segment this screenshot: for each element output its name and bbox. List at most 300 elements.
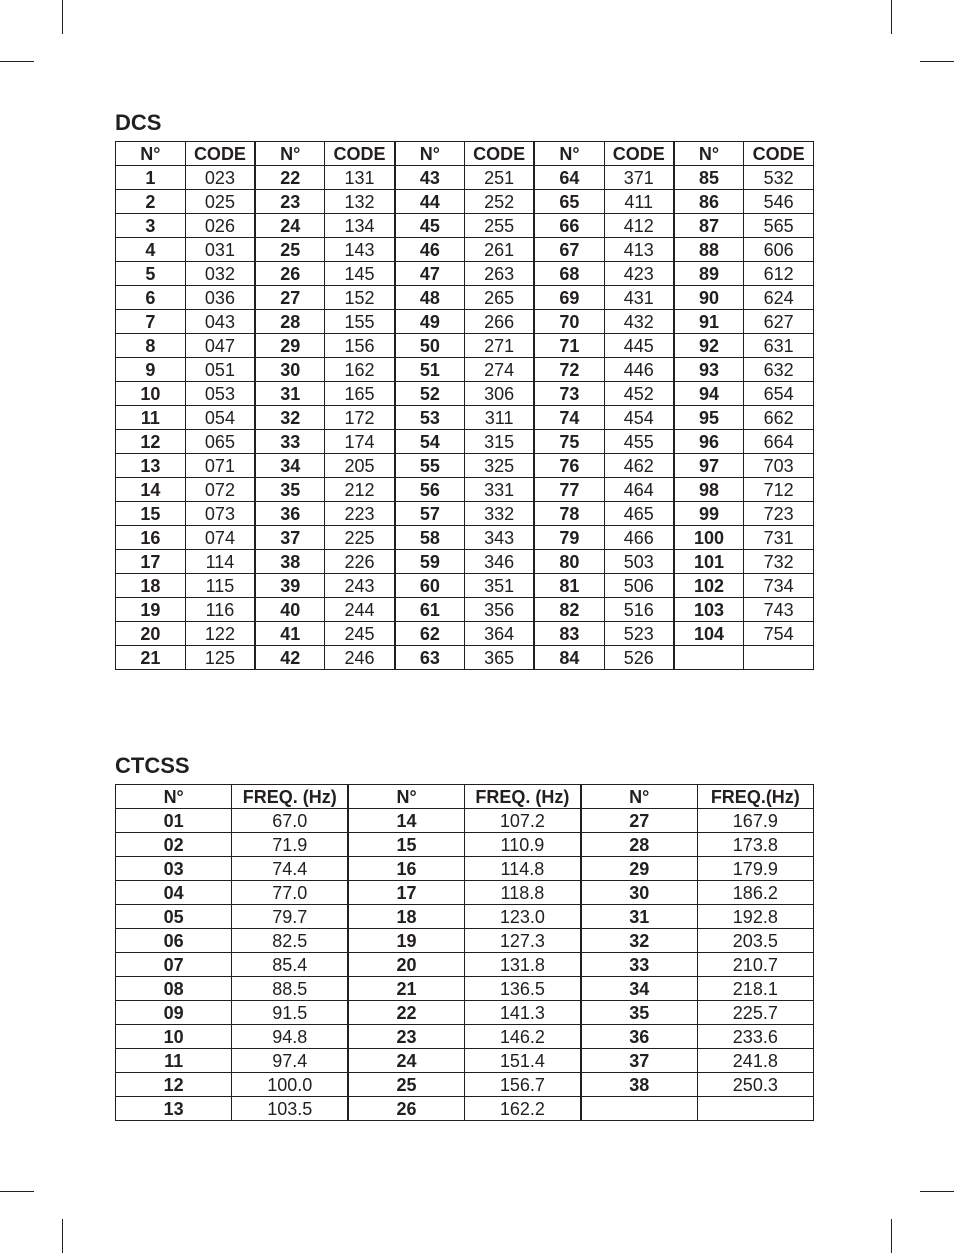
dcs-cell-number: 87 bbox=[674, 214, 744, 238]
dcs-cell-number: 12 bbox=[116, 430, 186, 454]
ctcss-cell-value: 97.4 bbox=[232, 1049, 348, 1073]
dcs-cell-number: 29 bbox=[255, 334, 325, 358]
dcs-cell-value: 071 bbox=[185, 454, 255, 478]
table-row bbox=[116, 430, 814, 454]
dcs-cell-value: 413 bbox=[604, 238, 674, 262]
table-row bbox=[116, 478, 814, 502]
table-row bbox=[116, 646, 814, 670]
dcs-cell-value bbox=[744, 646, 814, 670]
dcs-cell-value: 225 bbox=[325, 526, 395, 550]
dcs-cell-value: 025 bbox=[185, 190, 255, 214]
dcs-cell-value: 624 bbox=[744, 286, 814, 310]
ctcss-header-row bbox=[116, 785, 814, 809]
dcs-cell-value: 315 bbox=[464, 430, 534, 454]
ctcss-header-value: FREQ. (Hz) bbox=[232, 785, 348, 809]
ctcss-cell-number: 16 bbox=[348, 857, 464, 881]
dcs-header-value: CODE bbox=[604, 142, 674, 166]
dcs-cell-value: 506 bbox=[604, 574, 674, 598]
dcs-cell-number: 77 bbox=[534, 478, 604, 502]
dcs-cell-number: 59 bbox=[395, 550, 465, 574]
ctcss-cell-value: 233.6 bbox=[697, 1025, 813, 1049]
dcs-cell-value: 036 bbox=[185, 286, 255, 310]
dcs-cell-number: 75 bbox=[534, 430, 604, 454]
dcs-cell-number: 15 bbox=[116, 502, 186, 526]
dcs-cell-number: 60 bbox=[395, 574, 465, 598]
dcs-cell-number: 89 bbox=[674, 262, 744, 286]
dcs-cell-number: 84 bbox=[534, 646, 604, 670]
dcs-header-number: N° bbox=[255, 142, 325, 166]
dcs-cell-value: 365 bbox=[464, 646, 534, 670]
dcs-cell-number: 26 bbox=[255, 262, 325, 286]
ctcss-cell-number: 32 bbox=[581, 929, 697, 953]
dcs-header-row bbox=[116, 142, 814, 166]
dcs-cell-number: 38 bbox=[255, 550, 325, 574]
ctcss-cell-number: 21 bbox=[348, 977, 464, 1001]
ctcss-cell-value: 74.4 bbox=[232, 857, 348, 881]
dcs-cell-value: 152 bbox=[325, 286, 395, 310]
ctcss-cell-value: 71.9 bbox=[232, 833, 348, 857]
ctcss-cell-number bbox=[581, 1097, 697, 1121]
table-row bbox=[116, 358, 814, 382]
dcs-cell-number: 88 bbox=[674, 238, 744, 262]
dcs-cell-number: 65 bbox=[534, 190, 604, 214]
ctcss-cell-number: 37 bbox=[581, 1049, 697, 1073]
table-row bbox=[116, 190, 814, 214]
dcs-cell-number: 39 bbox=[255, 574, 325, 598]
ctcss-section-title: CTCSS bbox=[115, 753, 190, 778]
dcs-cell-number: 74 bbox=[534, 406, 604, 430]
crop-mark-top-right-h bbox=[920, 61, 954, 62]
table-row bbox=[116, 406, 814, 430]
dcs-cell-number: 44 bbox=[395, 190, 465, 214]
ctcss-cell-value: 210.7 bbox=[697, 953, 813, 977]
dcs-cell-number: 14 bbox=[116, 478, 186, 502]
ctcss-cell-number: 34 bbox=[581, 977, 697, 1001]
table-row bbox=[116, 1025, 814, 1049]
dcs-cell-value: 432 bbox=[604, 310, 674, 334]
ctcss-cell-value: 107.2 bbox=[464, 809, 580, 833]
dcs-cell-value: 162 bbox=[325, 358, 395, 382]
ctcss-cell-number: 19 bbox=[348, 929, 464, 953]
ctcss-cell-value: 82.5 bbox=[232, 929, 348, 953]
dcs-cell-value: 026 bbox=[185, 214, 255, 238]
ctcss-cell-value: 218.1 bbox=[697, 977, 813, 1001]
table-row bbox=[116, 1049, 814, 1073]
ctcss-cell-value: 151.4 bbox=[464, 1049, 580, 1073]
dcs-cell-value: 252 bbox=[464, 190, 534, 214]
dcs-cell-number: 78 bbox=[534, 502, 604, 526]
dcs-cell-number: 93 bbox=[674, 358, 744, 382]
dcs-cell-value: 032 bbox=[185, 262, 255, 286]
dcs-cell-value: 532 bbox=[744, 166, 814, 190]
ctcss-cell-number: 17 bbox=[348, 881, 464, 905]
ctcss-header-value: FREQ. (Hz) bbox=[464, 785, 580, 809]
dcs-cell-value: 465 bbox=[604, 502, 674, 526]
dcs-cell-number: 68 bbox=[534, 262, 604, 286]
dcs-cell-number: 24 bbox=[255, 214, 325, 238]
ctcss-cell-value: 141.3 bbox=[464, 1001, 580, 1025]
ctcss-cell-number: 38 bbox=[581, 1073, 697, 1097]
dcs-cell-value: 351 bbox=[464, 574, 534, 598]
ctcss-header-value: FREQ.(Hz) bbox=[697, 785, 813, 809]
ctcss-cell-value: 131.8 bbox=[464, 953, 580, 977]
dcs-cell-value: 047 bbox=[185, 334, 255, 358]
dcs-cell-value: 423 bbox=[604, 262, 674, 286]
dcs-cell-number: 4 bbox=[116, 238, 186, 262]
dcs-table-body bbox=[116, 166, 814, 670]
ctcss-cell-number: 33 bbox=[581, 953, 697, 977]
dcs-cell-value: 325 bbox=[464, 454, 534, 478]
table-row bbox=[116, 953, 814, 977]
dcs-cell-value: 411 bbox=[604, 190, 674, 214]
dcs-cell-value: 703 bbox=[744, 454, 814, 478]
dcs-cell-value: 072 bbox=[185, 478, 255, 502]
crop-mark-bottom-right bbox=[891, 1219, 892, 1253]
table-row bbox=[116, 881, 814, 905]
ctcss-cell-number: 24 bbox=[348, 1049, 464, 1073]
table-row bbox=[116, 977, 814, 1001]
table-row bbox=[116, 1073, 814, 1097]
ctcss-cell-value: 192.8 bbox=[697, 905, 813, 929]
dcs-cell-value: 054 bbox=[185, 406, 255, 430]
dcs-cell-number: 82 bbox=[534, 598, 604, 622]
dcs-cell-value: 446 bbox=[604, 358, 674, 382]
ctcss-cell-value: 100.0 bbox=[232, 1073, 348, 1097]
dcs-cell-number: 98 bbox=[674, 478, 744, 502]
ctcss-cell-value: 186.2 bbox=[697, 881, 813, 905]
dcs-cell-number: 36 bbox=[255, 502, 325, 526]
dcs-cell-number: 49 bbox=[395, 310, 465, 334]
dcs-header-value: CODE bbox=[325, 142, 395, 166]
crop-mark-top-left bbox=[62, 0, 63, 34]
ctcss-cell-value: 203.5 bbox=[697, 929, 813, 953]
dcs-cell-value: 116 bbox=[185, 598, 255, 622]
ctcss-cell-value: 146.2 bbox=[464, 1025, 580, 1049]
table-row bbox=[116, 574, 814, 598]
dcs-cell-number: 102 bbox=[674, 574, 744, 598]
dcs-cell-value: 412 bbox=[604, 214, 674, 238]
dcs-cell-value: 431 bbox=[604, 286, 674, 310]
dcs-cell-number: 52 bbox=[395, 382, 465, 406]
ctcss-cell-number: 15 bbox=[348, 833, 464, 857]
dcs-cell-number: 23 bbox=[255, 190, 325, 214]
dcs-cell-value: 226 bbox=[325, 550, 395, 574]
dcs-cell-value: 223 bbox=[325, 502, 395, 526]
crop-mark-top-right bbox=[891, 0, 892, 34]
dcs-cell-number: 86 bbox=[674, 190, 744, 214]
dcs-cell-number: 16 bbox=[116, 526, 186, 550]
dcs-cell-number: 96 bbox=[674, 430, 744, 454]
dcs-cell-value: 311 bbox=[464, 406, 534, 430]
dcs-cell-number: 6 bbox=[116, 286, 186, 310]
dcs-cell-number: 54 bbox=[395, 430, 465, 454]
ctcss-cell-number: 27 bbox=[581, 809, 697, 833]
dcs-cell-number: 51 bbox=[395, 358, 465, 382]
dcs-cell-number: 22 bbox=[255, 166, 325, 190]
dcs-cell-number: 83 bbox=[534, 622, 604, 646]
dcs-cell-value: 174 bbox=[325, 430, 395, 454]
dcs-cell-value: 031 bbox=[185, 238, 255, 262]
dcs-cell-value: 455 bbox=[604, 430, 674, 454]
dcs-cell-value: 306 bbox=[464, 382, 534, 406]
dcs-cell-value: 734 bbox=[744, 574, 814, 598]
ctcss-header-number: N° bbox=[581, 785, 697, 809]
dcs-cell-number: 71 bbox=[534, 334, 604, 358]
ctcss-cell-number: 30 bbox=[581, 881, 697, 905]
dcs-cell-number: 72 bbox=[534, 358, 604, 382]
dcs-cell-number: 80 bbox=[534, 550, 604, 574]
dcs-cell-value: 445 bbox=[604, 334, 674, 358]
dcs-header-number: N° bbox=[674, 142, 744, 166]
ctcss-cell-number: 06 bbox=[116, 929, 232, 953]
dcs-cell-value: 114 bbox=[185, 550, 255, 574]
dcs-cell-value: 632 bbox=[744, 358, 814, 382]
dcs-cell-value: 503 bbox=[604, 550, 674, 574]
dcs-cell-value: 346 bbox=[464, 550, 534, 574]
ctcss-cell-number: 23 bbox=[348, 1025, 464, 1049]
dcs-cell-value: 172 bbox=[325, 406, 395, 430]
dcs-cell-number: 8 bbox=[116, 334, 186, 358]
dcs-cell-value: 526 bbox=[604, 646, 674, 670]
ctcss-cell-value: 79.7 bbox=[232, 905, 348, 929]
dcs-cell-value: 356 bbox=[464, 598, 534, 622]
dcs-cell-value: 546 bbox=[744, 190, 814, 214]
dcs-cell-value: 466 bbox=[604, 526, 674, 550]
table-row bbox=[116, 262, 814, 286]
dcs-cell-number: 90 bbox=[674, 286, 744, 310]
dcs-cell-value: 053 bbox=[185, 382, 255, 406]
ctcss-cell-number: 11 bbox=[116, 1049, 232, 1073]
dcs-header-number: N° bbox=[395, 142, 465, 166]
dcs-cell-number: 94 bbox=[674, 382, 744, 406]
dcs-cell-value: 255 bbox=[464, 214, 534, 238]
ctcss-cell-value: 241.8 bbox=[697, 1049, 813, 1073]
ctcss-cell-number: 13 bbox=[116, 1097, 232, 1121]
dcs-cell-number: 3 bbox=[116, 214, 186, 238]
table-row bbox=[116, 1001, 814, 1025]
ctcss-cell-value: 77.0 bbox=[232, 881, 348, 905]
ctcss-cell-number: 36 bbox=[581, 1025, 697, 1049]
ctcss-header-number: N° bbox=[116, 785, 232, 809]
dcs-cell-number: 103 bbox=[674, 598, 744, 622]
dcs-cell-number: 19 bbox=[116, 598, 186, 622]
dcs-cell-value: 627 bbox=[744, 310, 814, 334]
dcs-cell-value: 712 bbox=[744, 478, 814, 502]
dcs-cell-number: 32 bbox=[255, 406, 325, 430]
dcs-cell-value: 464 bbox=[604, 478, 674, 502]
dcs-cell-number: 64 bbox=[534, 166, 604, 190]
dcs-cell-number: 28 bbox=[255, 310, 325, 334]
table-row bbox=[116, 214, 814, 238]
ctcss-frequency-table bbox=[115, 784, 814, 1121]
dcs-cell-value: 156 bbox=[325, 334, 395, 358]
dcs-cell-value: 274 bbox=[464, 358, 534, 382]
dcs-header-number: N° bbox=[116, 142, 186, 166]
dcs-cell-value: 631 bbox=[744, 334, 814, 358]
dcs-cell-number: 31 bbox=[255, 382, 325, 406]
dcs-cell-value: 371 bbox=[604, 166, 674, 190]
dcs-cell-value: 454 bbox=[604, 406, 674, 430]
ctcss-cell-number: 26 bbox=[348, 1097, 464, 1121]
dcs-cell-number: 2 bbox=[116, 190, 186, 214]
dcs-cell-number: 13 bbox=[116, 454, 186, 478]
dcs-cell-value: 043 bbox=[185, 310, 255, 334]
ctcss-cell-value: 103.5 bbox=[232, 1097, 348, 1121]
ctcss-table-body bbox=[116, 809, 814, 1121]
ctcss-cell-value: 225.7 bbox=[697, 1001, 813, 1025]
ctcss-cell-number: 07 bbox=[116, 953, 232, 977]
dcs-cell-value: 074 bbox=[185, 526, 255, 550]
dcs-cell-value: 612 bbox=[744, 262, 814, 286]
table-row bbox=[116, 1097, 814, 1121]
dcs-cell-value: 212 bbox=[325, 478, 395, 502]
table-row bbox=[116, 238, 814, 262]
dcs-cell-value: 065 bbox=[185, 430, 255, 454]
dcs-cell-value: 731 bbox=[744, 526, 814, 550]
crop-mark-bottom-left-h bbox=[0, 1191, 34, 1192]
dcs-cell-value: 245 bbox=[325, 622, 395, 646]
dcs-cell-value: 565 bbox=[744, 214, 814, 238]
ctcss-cell-value: 162.2 bbox=[464, 1097, 580, 1121]
dcs-cell-value: 462 bbox=[604, 454, 674, 478]
dcs-cell-value: 606 bbox=[744, 238, 814, 262]
dcs-cell-number bbox=[674, 646, 744, 670]
table-row bbox=[116, 334, 814, 358]
dcs-cell-number: 104 bbox=[674, 622, 744, 646]
ctcss-cell-value: 123.0 bbox=[464, 905, 580, 929]
dcs-cell-number: 11 bbox=[116, 406, 186, 430]
dcs-cell-number: 48 bbox=[395, 286, 465, 310]
table-row bbox=[116, 166, 814, 190]
ctcss-cell-number: 20 bbox=[348, 953, 464, 977]
dcs-cell-value: 134 bbox=[325, 214, 395, 238]
ctcss-cell-number: 12 bbox=[116, 1073, 232, 1097]
ctcss-cell-number: 08 bbox=[116, 977, 232, 1001]
table-row bbox=[116, 809, 814, 833]
dcs-cell-number: 53 bbox=[395, 406, 465, 430]
dcs-cell-number: 91 bbox=[674, 310, 744, 334]
table-row bbox=[116, 550, 814, 574]
ctcss-cell-value: 173.8 bbox=[697, 833, 813, 857]
table-row bbox=[116, 857, 814, 881]
dcs-cell-number: 1 bbox=[116, 166, 186, 190]
dcs-cell-number: 76 bbox=[534, 454, 604, 478]
dcs-cell-number: 9 bbox=[116, 358, 186, 382]
dcs-cell-number: 62 bbox=[395, 622, 465, 646]
dcs-cell-number: 67 bbox=[534, 238, 604, 262]
dcs-cell-value: 165 bbox=[325, 382, 395, 406]
dcs-cell-number: 92 bbox=[674, 334, 744, 358]
ctcss-cell-value: 167.9 bbox=[697, 809, 813, 833]
dcs-cell-number: 20 bbox=[116, 622, 186, 646]
dcs-cell-value: 244 bbox=[325, 598, 395, 622]
dcs-cell-value: 516 bbox=[604, 598, 674, 622]
dcs-cell-number: 97 bbox=[674, 454, 744, 478]
crop-mark-bottom-right-h bbox=[920, 1191, 954, 1192]
dcs-cell-number: 45 bbox=[395, 214, 465, 238]
dcs-cell-value: 364 bbox=[464, 622, 534, 646]
table-row bbox=[116, 526, 814, 550]
dcs-cell-value: 155 bbox=[325, 310, 395, 334]
dcs-cell-value: 754 bbox=[744, 622, 814, 646]
dcs-cell-value: 125 bbox=[185, 646, 255, 670]
crop-mark-top-left-h bbox=[0, 61, 34, 62]
table-row bbox=[116, 454, 814, 478]
dcs-cell-number: 81 bbox=[534, 574, 604, 598]
table-row bbox=[116, 310, 814, 334]
dcs-cell-value: 131 bbox=[325, 166, 395, 190]
ctcss-cell-value: 156.7 bbox=[464, 1073, 580, 1097]
ctcss-cell-value: 250.3 bbox=[697, 1073, 813, 1097]
dcs-cell-value: 261 bbox=[464, 238, 534, 262]
ctcss-cell-value: 110.9 bbox=[464, 833, 580, 857]
table-row bbox=[116, 286, 814, 310]
dcs-cell-value: 073 bbox=[185, 502, 255, 526]
dcs-cell-value: 331 bbox=[464, 478, 534, 502]
dcs-cell-number: 58 bbox=[395, 526, 465, 550]
dcs-cell-number: 27 bbox=[255, 286, 325, 310]
dcs-cell-number: 43 bbox=[395, 166, 465, 190]
dcs-cell-number: 34 bbox=[255, 454, 325, 478]
dcs-cell-number: 73 bbox=[534, 382, 604, 406]
dcs-cell-value: 664 bbox=[744, 430, 814, 454]
ctcss-cell-value: 179.9 bbox=[697, 857, 813, 881]
dcs-cell-number: 42 bbox=[255, 646, 325, 670]
dcs-cell-number: 17 bbox=[116, 550, 186, 574]
dcs-cell-value: 743 bbox=[744, 598, 814, 622]
dcs-cell-value: 132 bbox=[325, 190, 395, 214]
dcs-cell-number: 25 bbox=[255, 238, 325, 262]
dcs-header-value: CODE bbox=[464, 142, 534, 166]
dcs-cell-number: 85 bbox=[674, 166, 744, 190]
ctcss-cell-value: 114.8 bbox=[464, 857, 580, 881]
dcs-cell-value: 654 bbox=[744, 382, 814, 406]
ctcss-cell-number: 22 bbox=[348, 1001, 464, 1025]
dcs-cell-number: 101 bbox=[674, 550, 744, 574]
table-row bbox=[116, 929, 814, 953]
ctcss-cell-value: 88.5 bbox=[232, 977, 348, 1001]
ctcss-cell-number: 09 bbox=[116, 1001, 232, 1025]
ctcss-header-number: N° bbox=[348, 785, 464, 809]
table-row bbox=[116, 502, 814, 526]
ctcss-cell-number: 35 bbox=[581, 1001, 697, 1025]
ctcss-cell-value: 67.0 bbox=[232, 809, 348, 833]
dcs-cell-value: 122 bbox=[185, 622, 255, 646]
dcs-cell-number: 37 bbox=[255, 526, 325, 550]
dcs-cell-number: 69 bbox=[534, 286, 604, 310]
dcs-cell-number: 33 bbox=[255, 430, 325, 454]
dcs-cell-value: 271 bbox=[464, 334, 534, 358]
dcs-section-title: DCS bbox=[115, 110, 162, 135]
dcs-cell-number: 55 bbox=[395, 454, 465, 478]
ctcss-cell-number: 04 bbox=[116, 881, 232, 905]
ctcss-cell-number: 02 bbox=[116, 833, 232, 857]
dcs-cell-value: 205 bbox=[325, 454, 395, 478]
dcs-cell-number: 35 bbox=[255, 478, 325, 502]
ctcss-cell-number: 29 bbox=[581, 857, 697, 881]
dcs-cell-number: 79 bbox=[534, 526, 604, 550]
dcs-cell-number: 21 bbox=[116, 646, 186, 670]
dcs-cell-value: 662 bbox=[744, 406, 814, 430]
ctcss-cell-number: 10 bbox=[116, 1025, 232, 1049]
dcs-cell-number: 70 bbox=[534, 310, 604, 334]
ctcss-cell-number: 14 bbox=[348, 809, 464, 833]
dcs-cell-value: 246 bbox=[325, 646, 395, 670]
ctcss-cell-value bbox=[697, 1097, 813, 1121]
ctcss-cell-number: 28 bbox=[581, 833, 697, 857]
dcs-cell-value: 051 bbox=[185, 358, 255, 382]
dcs-cell-value: 266 bbox=[464, 310, 534, 334]
